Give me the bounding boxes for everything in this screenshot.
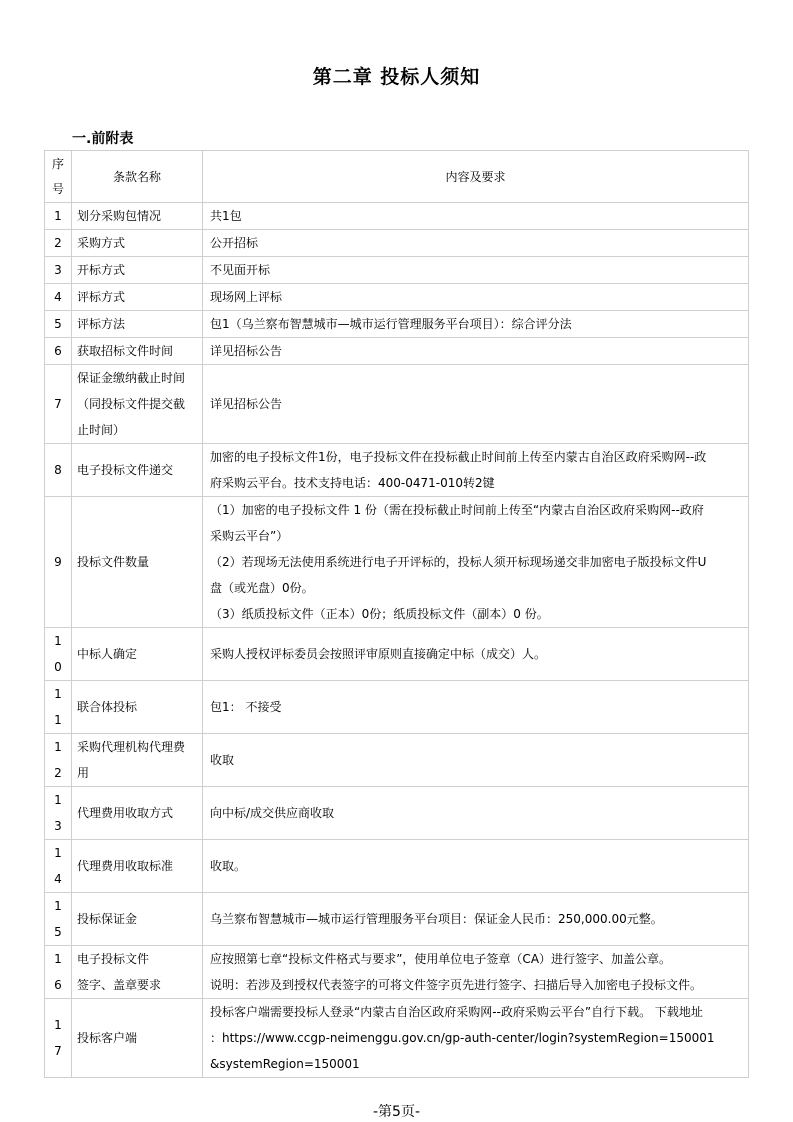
row-num-line: 3 — [54, 263, 62, 277]
row-content-line: 公开招标 — [210, 236, 259, 250]
row-name-line: 电子投标文件 — [77, 952, 150, 966]
row-content-line: 应按照第七章“投标文件格式与要求”，使用单位电子签章（CA）进行签字、加盖公章。 — [210, 952, 672, 966]
page-number: -第5页- — [372, 1104, 420, 1120]
row-name — [72, 946, 203, 999]
row-name — [72, 893, 203, 946]
row-name-line: 中标人确定 — [77, 647, 138, 661]
table-row — [45, 734, 749, 787]
row-name-line: 投标保证金 — [77, 912, 138, 926]
row-content-line: 共1包 — [210, 209, 242, 223]
row-content — [203, 840, 749, 893]
row-content-line: 现场网上评标 — [210, 290, 283, 304]
row-num — [45, 681, 72, 734]
row-content-line: 府采购云平台。技术支持电话：400-0471-010转2键 — [210, 476, 495, 490]
row-name — [72, 681, 203, 734]
row-name-line: 获取招标文件时间 — [77, 344, 174, 358]
row-name-line: 电子投标文件递交 — [77, 463, 174, 477]
table-row — [45, 311, 749, 338]
table-row — [45, 365, 749, 444]
row-name — [72, 787, 203, 840]
row-content — [203, 257, 749, 284]
row-num-line: 2 — [54, 766, 62, 780]
row-content-line: 采购云平台”） — [210, 529, 289, 543]
row-name — [72, 257, 203, 284]
row-content-line: 收取。 — [210, 859, 247, 873]
header-content: 内容及要求 — [203, 151, 749, 203]
row-content — [203, 203, 749, 230]
row-content-line: 包1（乌兰察布智慧城市—城市运行管理服务平台项目）：综合评分法 — [210, 317, 572, 331]
row-num — [45, 230, 72, 257]
row-content-line: 采购人授权评标委员会按照评审原则直接确定中标（成交）人。 — [210, 647, 547, 661]
row-name — [72, 628, 203, 681]
row-num — [45, 284, 72, 311]
row-num — [45, 444, 72, 497]
row-content-line: 详见招标公告 — [210, 344, 283, 358]
row-name — [72, 444, 203, 497]
row-num-line: 4 — [54, 290, 62, 304]
row-num-line: 1 — [54, 1018, 62, 1032]
row-name-line: 保证金缴纳截止时间 — [77, 371, 186, 385]
row-name — [72, 230, 203, 257]
row-num-line: 1 — [54, 687, 62, 701]
table-row — [45, 946, 749, 999]
row-name-line: 采购代理机构代理费 — [77, 740, 186, 754]
table-row — [45, 230, 749, 257]
row-name-line: 投标文件数量 — [77, 555, 150, 569]
table-row — [45, 628, 749, 681]
row-num-line: 9 — [54, 555, 62, 569]
row-content — [203, 787, 749, 840]
row-name-line: 开标方式 — [77, 263, 126, 277]
table-row — [45, 787, 749, 840]
row-content — [203, 628, 749, 681]
chapter-title: 第二章 投标人须知 — [312, 66, 481, 88]
table-row — [45, 999, 749, 1078]
row-name-line: 采购方式 — [77, 236, 126, 250]
row-content — [203, 999, 749, 1078]
row-content-line: 不见面开标 — [210, 263, 271, 277]
appendix-table — [44, 150, 749, 1078]
table-row — [45, 338, 749, 365]
row-num-line: 4 — [54, 872, 62, 886]
row-name — [72, 284, 203, 311]
table-row — [45, 203, 749, 230]
row-num — [45, 893, 72, 946]
row-content-line: （3）纸质投标文件（正本）0份；纸质投标文件（副本）0 份。 — [210, 607, 549, 621]
row-num — [45, 946, 72, 999]
table-row — [45, 840, 749, 893]
row-num-line: 5 — [54, 925, 62, 939]
row-name — [72, 311, 203, 338]
row-name-line: 联合体投标 — [77, 700, 138, 714]
row-name-line: 划分采购包情况 — [77, 209, 162, 223]
row-content-line: 乌兰察布智慧城市—城市运行管理服务平台项目：保证金人民币：250,000.00元整。 — [210, 912, 663, 926]
row-content — [203, 338, 749, 365]
row-content — [203, 284, 749, 311]
row-content-line: 详见招标公告 — [210, 397, 283, 411]
row-num-line: 8 — [54, 463, 62, 477]
row-content — [203, 444, 749, 497]
row-num-line: 1 — [54, 952, 62, 966]
row-name — [72, 840, 203, 893]
row-num — [45, 840, 72, 893]
row-num — [45, 787, 72, 840]
table-body — [45, 203, 749, 1078]
row-content-line: （2）若现场无法使用系统进行电子开评标的，投标人须开标现场递交非加密电子版投标文件U — [210, 555, 707, 569]
row-content-line: （1）加密的电子投标文件 1 份（需在投标截止时间前上传至“内蒙古自治区政府采购网--政府 — [210, 503, 704, 517]
row-num-line: 3 — [54, 819, 62, 833]
row-content-line: 盘（或光盘）0份。 — [210, 581, 314, 595]
header-num-line: 号 — [51, 181, 64, 196]
row-content — [203, 893, 749, 946]
row-content — [203, 946, 749, 999]
row-num-line: 7 — [54, 397, 62, 411]
row-content — [203, 230, 749, 257]
row-num-line: 2 — [54, 236, 62, 250]
row-content-line: 说明：若涉及到授权代表签字的可将文件签字页先进行签字、扫描后导入加密电子投标文件。 — [210, 978, 703, 992]
row-num — [45, 257, 72, 284]
table-row — [45, 284, 749, 311]
row-name-line: 用 — [77, 766, 90, 780]
table-row — [45, 497, 749, 628]
row-num — [45, 497, 72, 628]
row-name — [72, 734, 203, 787]
row-name-line: 评标方法 — [77, 317, 126, 331]
row-content-line: 包1： 不接受 — [210, 700, 282, 714]
row-num — [45, 338, 72, 365]
row-name-line: （同投标文件提交截 — [77, 397, 186, 411]
row-num-line: 1 — [54, 846, 62, 860]
row-num — [45, 365, 72, 444]
table-row — [45, 893, 749, 946]
row-num — [45, 628, 72, 681]
row-content-line: 投标客户端需要投标人登录“内蒙古自治区政府采购网--政府采购云平台”自行下载。 下载地址 — [210, 1005, 703, 1019]
row-content — [203, 311, 749, 338]
row-content — [203, 497, 749, 628]
row-num — [45, 999, 72, 1078]
section-title: 一.前附表 — [72, 131, 134, 147]
row-num-line: 1 — [54, 713, 62, 727]
row-content — [203, 365, 749, 444]
row-name-line: 签字、盖章要求 — [77, 978, 162, 992]
row-name-line: 代理费用收取方式 — [77, 806, 174, 820]
row-num — [45, 203, 72, 230]
row-content-line: &systemRegion=150001 — [210, 1057, 360, 1071]
table-row — [45, 444, 749, 497]
row-name-line: 投标客户端 — [77, 1031, 138, 1045]
table-row — [45, 681, 749, 734]
row-num-line: 7 — [54, 1044, 62, 1058]
row-name — [72, 338, 203, 365]
row-content — [203, 734, 749, 787]
row-name — [72, 497, 203, 628]
table-row — [45, 257, 749, 284]
row-name-line: 评标方式 — [77, 290, 126, 304]
row-num-line: 6 — [54, 344, 62, 358]
row-num-line: 1 — [54, 634, 62, 648]
row-num-line: 1 — [54, 209, 62, 223]
row-num-line: 6 — [54, 978, 62, 992]
row-num-line: 1 — [54, 793, 62, 807]
row-content — [203, 681, 749, 734]
row-content-line: ：https://www.ccgp-neimenggu.gov.cn/gp-auth-center/login?systemRegion=150001 — [210, 1031, 715, 1045]
row-content-line: 向中标/成交供应商收取 — [210, 806, 335, 820]
table-header-row — [45, 151, 749, 203]
row-name — [72, 365, 203, 444]
row-name — [72, 203, 203, 230]
row-name-line: 代理费用收取标准 — [77, 859, 174, 873]
row-num — [45, 311, 72, 338]
row-content-line: 加密的电子投标文件1份，电子投标文件在投标截止时间前上传至内蒙古自治区政府采购网--政 — [210, 450, 707, 464]
row-num-line: 1 — [54, 740, 62, 754]
row-num-line: 5 — [54, 317, 62, 331]
row-name-line: 止时间） — [77, 423, 126, 437]
row-content-line: 收取 — [210, 753, 235, 767]
header-num — [45, 151, 72, 203]
row-num-line: 1 — [54, 899, 62, 913]
row-num-line: 0 — [54, 660, 62, 674]
row-num — [45, 734, 72, 787]
header-name: 条款名称 — [72, 151, 203, 203]
row-name — [72, 999, 203, 1078]
header-num-line: 序 — [51, 156, 64, 171]
